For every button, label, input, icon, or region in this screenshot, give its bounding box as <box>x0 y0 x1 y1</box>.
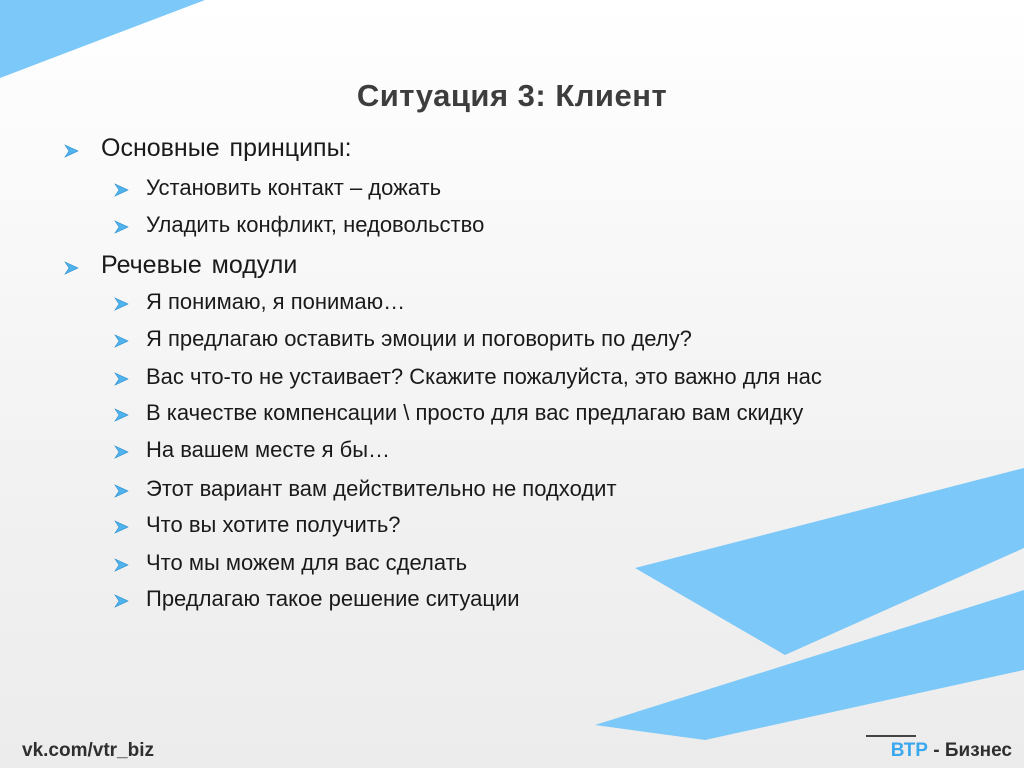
arrowhead-bullet-icon <box>114 444 130 460</box>
bullet-text: Что вы хотите получить? <box>146 512 401 537</box>
bullet-text: Я предлагаю оставить эмоции и поговорить по делу? <box>146 326 692 351</box>
bullet-text: Речевые модули <box>101 251 298 279</box>
top-left-stripe <box>0 0 205 78</box>
footer-brand <box>891 740 1012 762</box>
arrowhead-bullet-icon <box>114 519 130 535</box>
footer-divider <box>866 735 916 737</box>
arrowhead-bullet-icon <box>64 260 80 276</box>
arrowhead-bullet-icon <box>114 593 130 609</box>
bullet-text: Предлагаю такое решение ситуации <box>146 586 520 611</box>
arrowhead-bullet-icon <box>114 182 130 198</box>
bullet-text: Этот вариант вам действительно не подходит <box>146 476 617 501</box>
arrowhead-bullet-icon <box>114 371 130 387</box>
bullet-text: Я понимаю, я понимаю… <box>146 289 406 314</box>
footer-vk-link[interactable]: vk.com/vtr_biz <box>22 740 154 761</box>
bullet-text: Основные принципы: <box>101 134 352 162</box>
arrowhead-bullet-icon <box>114 333 130 349</box>
bullet-text: В качестве компенсации \ просто для вас предлагаю вам скидку <box>146 400 804 425</box>
bullet-text: Вас что-то не устаивает? Скажите пожалуйста, это важно для нас <box>146 364 822 389</box>
arrowhead-bullet-icon <box>114 483 130 499</box>
arrowhead-bullet-icon <box>114 219 130 235</box>
bullet-text: Что мы можем для вас сделать <box>146 550 468 575</box>
brand-name: ВТР <box>890 740 928 761</box>
slide-title: Ситуация 3: Клиент <box>356 78 668 113</box>
arrowhead-bullet-icon <box>114 296 130 312</box>
arrowhead-bullet-icon <box>114 407 130 423</box>
bullet-text: Установить контакт – дожать <box>146 175 442 200</box>
arrowhead-bullet-icon <box>64 143 80 159</box>
bullet-text: На вашем месте я бы… <box>146 437 391 462</box>
brand-suffix: - Бизнес <box>927 740 1012 761</box>
arrowhead-bullet-icon <box>114 557 130 573</box>
bullet-text: Уладить конфликт, недовольство <box>146 212 485 237</box>
